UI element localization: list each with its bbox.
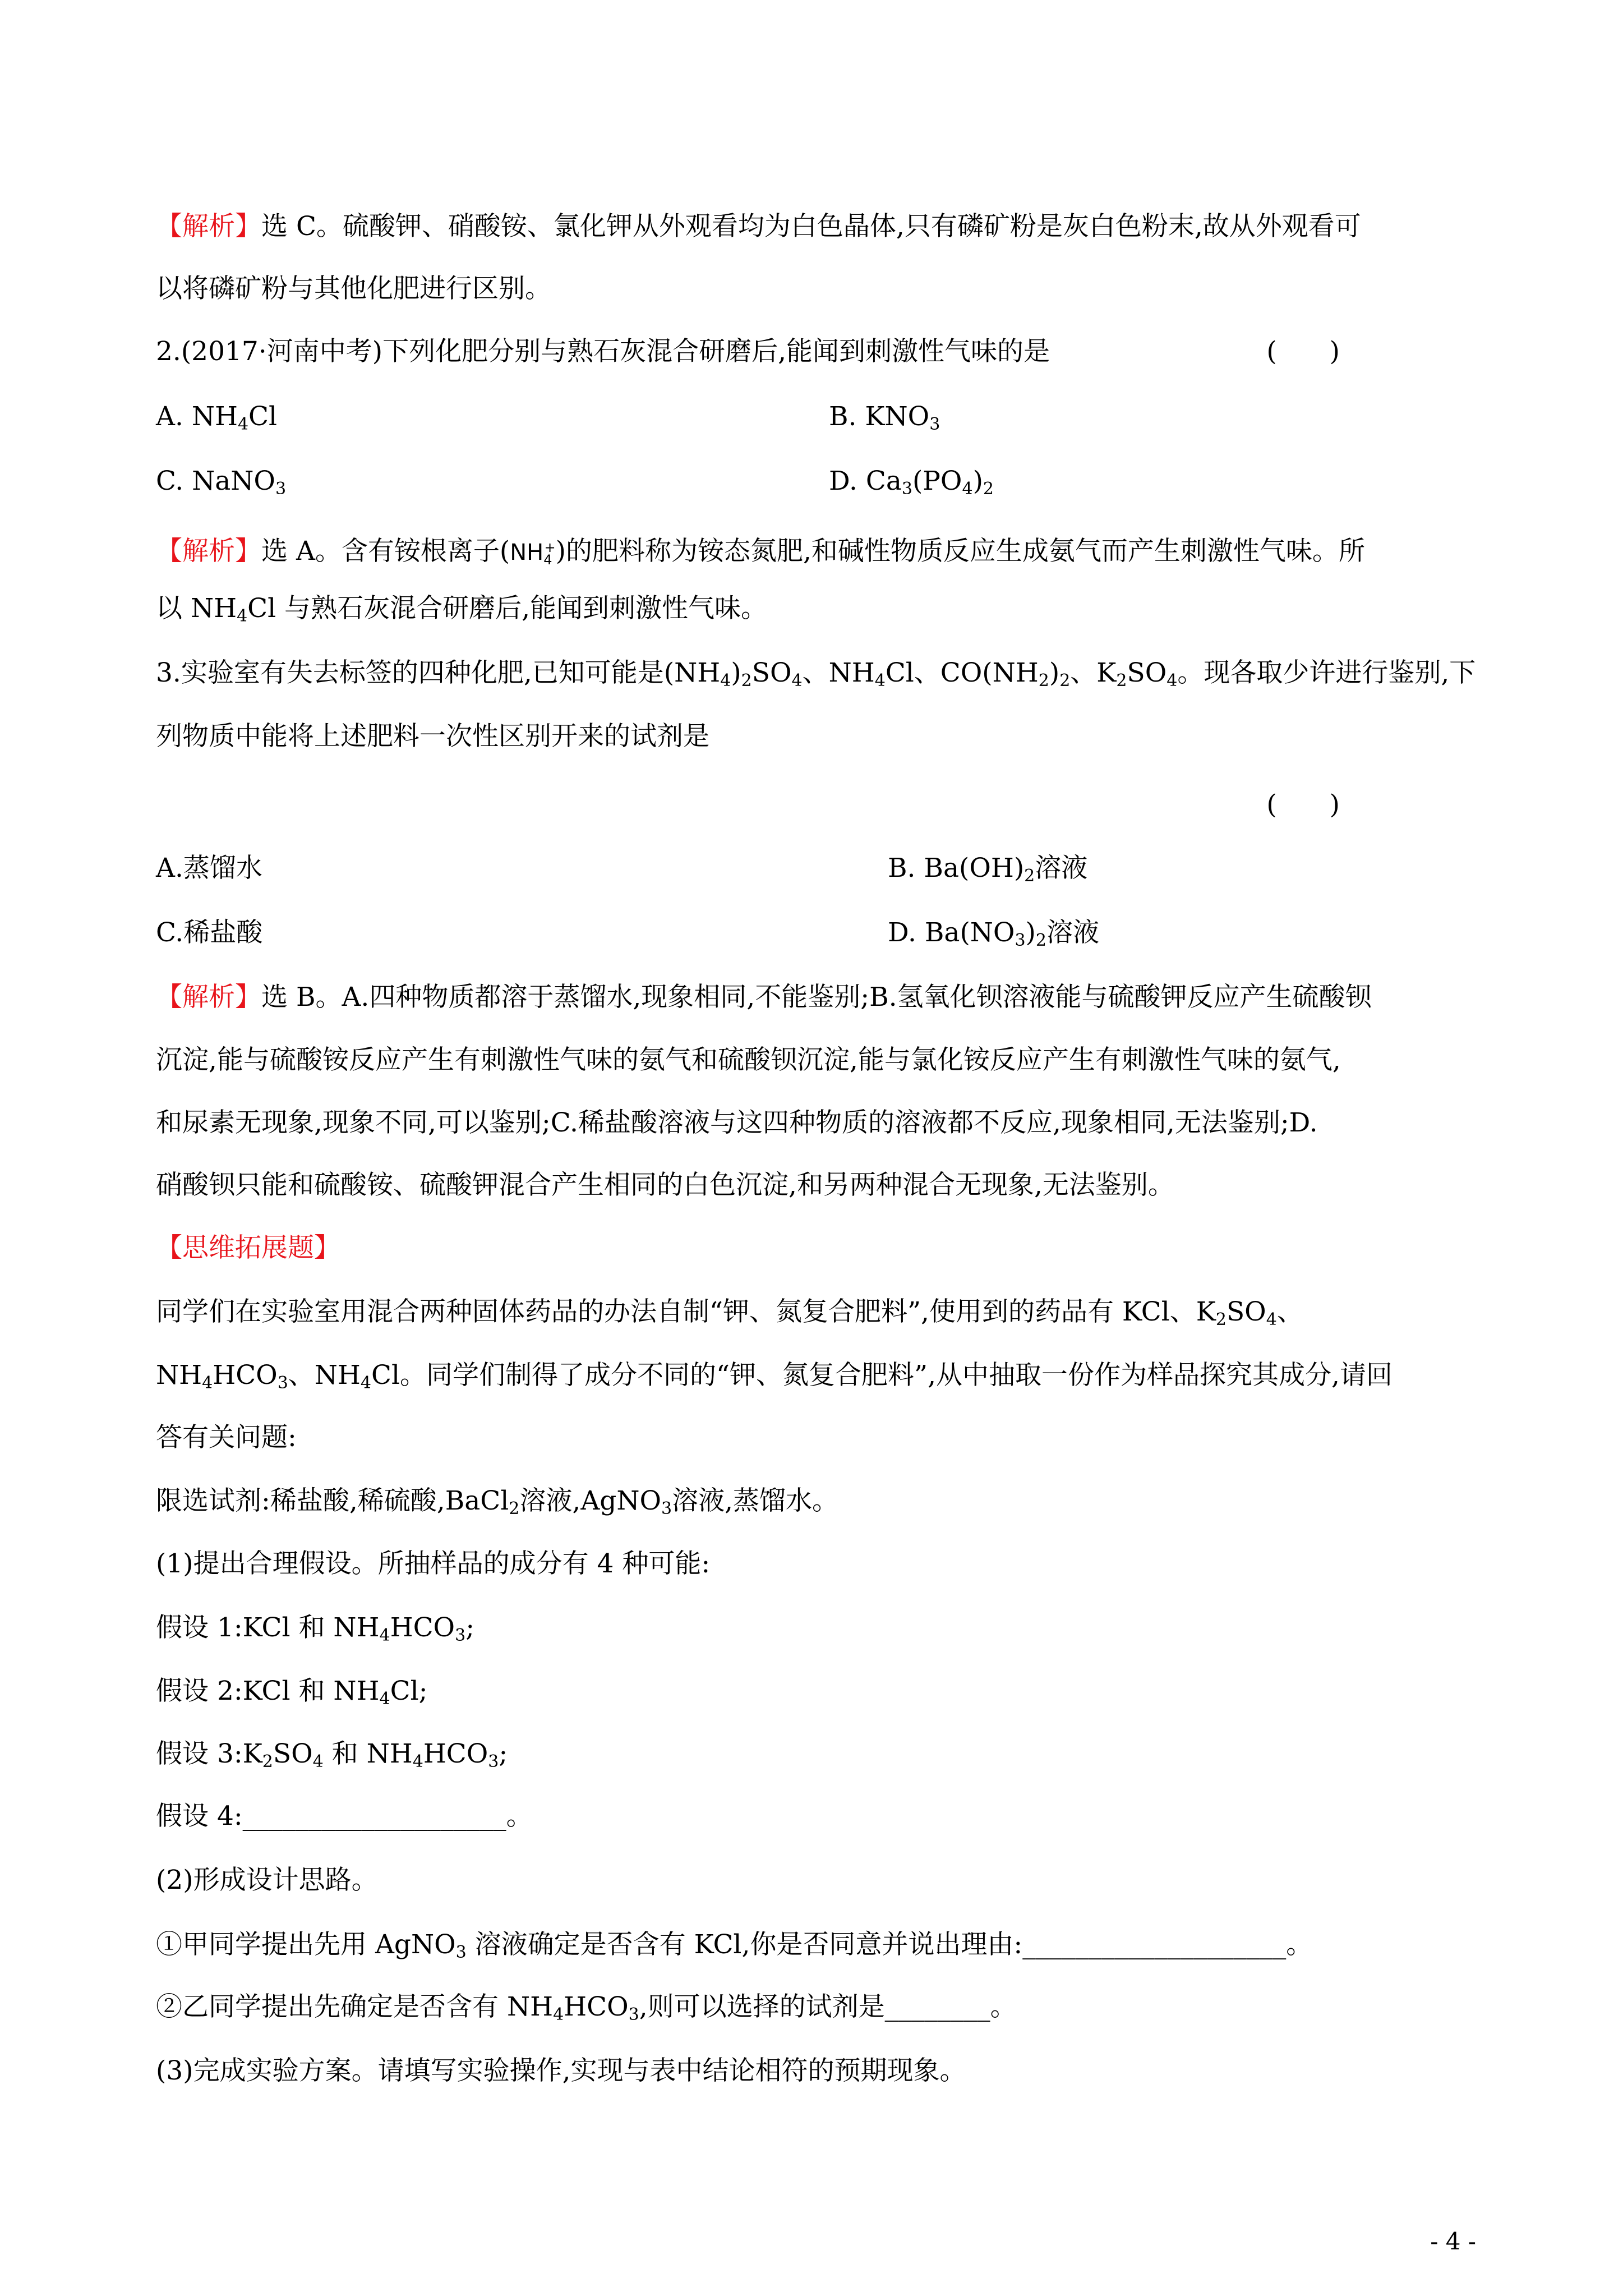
extension-para-line-2: $NH_4HCO_3$、$NH_4Cl$。同学们制得了成分不同的“钾、氮复合肥料”,从中抽取一份作为样品探究其成分,请回 [156, 1360, 1393, 1393]
ammonium-ion-image: $NH_4^+$ [510, 540, 556, 568]
sub-question-2-2: ②乙同学提出先确定是否含有 $NH_4HCO_3$,则可以选择的试剂是________。 [156, 1991, 1017, 2024]
q2-options-row-2 [156, 464, 1483, 506]
option-b: B. $KNO_3$ [829, 401, 940, 434]
q3-analysis-line-4: 硝酸钡只能和硫酸铵、硫酸钾混合产生相同的白色沉淀,和另两种混合无现象,无法鉴别。 [156, 1170, 1174, 1200]
page-number: - 4 - [1430, 2228, 1476, 2255]
q3-options-row-2 [156, 916, 1483, 950]
q1-analysis-line-2: 以将磷矿粉与其他化肥进行区别。 [156, 273, 551, 304]
q3-analysis-line-3: 和尿素无现象,现象不同,可以鉴别;C.稀盐酸溶液与这四种物质的溶液都不反应,现象相同,无法鉴别;D. [156, 1107, 1318, 1138]
option-c: C.稀盐酸 [156, 917, 263, 948]
sub-question-1: (1)提出合理假设。所抽样品的成分有 4 种可能: [156, 1548, 711, 1579]
q3-stem-line-1: 3.实验室有失去标签的四种化肥,已知可能是$(NH_4)_2SO_4$、$NH_4Cl$、$CO(NH_2)_2$、$K_2SO_4$。现各取少许进行鉴别,下 [156, 657, 1476, 691]
section-heading: 【思维拓展题】 [156, 1232, 340, 1263]
q2-stem: 2.(2017·河南中考)下列化肥分别与熟石灰混合研磨后,能闻到刺激性气味的是 ( ) [156, 335, 1483, 369]
option-b: B. $Ba(OH)_2$溶液 [888, 853, 1088, 886]
analysis-tag: 【解析】 [156, 536, 261, 567]
answer-blank: ( ) [1266, 336, 1340, 367]
q2-options-row-1 [156, 400, 1483, 441]
q2-analysis-line-1: 【解析】选 A。含有铵根离子$(NH_4^+)$的肥料称为铵态氮肥,和碱性物质反应生成氨气而产生刺激性气味。所 [156, 536, 1365, 568]
analysis-tag: 【解析】 [156, 982, 261, 1013]
option-d: D. $Ca_3(PO_4)_2$ [829, 466, 994, 499]
sub-question-2-1: ①甲同学提出先用 AgNO$_3$ 溶液确定是否含有 KCl,你是否同意并说出理由:____________________。 [156, 1929, 1313, 1962]
hypothesis-2: 假设 2:KCl 和 $NH_4Cl$; [156, 1676, 428, 1709]
extension-para-line-3: 答有关问题: [156, 1422, 297, 1453]
q1-analysis-line-1: 【解析】选 C。硫酸钾、硝酸铵、氯化钾从外观看均为白色晶体,只有磷矿粉是灰白色粉末,故从外观看可 [156, 211, 1361, 242]
option-a: A.蒸馏水 [156, 853, 262, 884]
extension-para-line-1: 同学们在实验室用混合两种固体药品的办法自制“钾、氮复合肥料”,使用到的药品有 KCl、$K_2SO_4$、 [156, 1296, 1303, 1329]
reagents-line: 限选试剂:稀盐酸,稀硫酸,BaCl$_2$溶液,AgNO$_3$溶液,蒸馏水。 [156, 1485, 839, 1519]
q3-options-row-1 [156, 852, 1483, 885]
option-a: A. $NH_4Cl$ [156, 401, 278, 434]
q3-stem-line-2: 列物质中能将上述肥料一次性区别开来的试剂是 [156, 721, 709, 752]
answer-blank: ( ) [1266, 789, 1340, 820]
option-d: D. $Ba(NO_3)_2$溶液 [888, 917, 1099, 950]
sub-question-2: (2)形成设计思路。 [156, 1865, 378, 1895]
sub-question-3: (3)完成实验方案。请填写实验操作,实现与表中结论相符的预期现象。 [156, 2055, 966, 2086]
hypothesis-1: 假设 1:KCl 和 $NH_4HCO_3$; [156, 1612, 475, 1645]
q3-analysis-line-1: 【解析】选 B。A.四种物质都溶于蒸馏水,现象相同,不能鉴别;B.氢氧化钡溶液能与硫酸钾反应产生硫酸钡 [156, 982, 1372, 1013]
analysis-tag: 【解析】 [156, 211, 261, 242]
q2-analysis-line-2: 以 $NH_4Cl$ 与熟石灰混合研磨后,能闻到刺激性气味。 [156, 593, 768, 626]
option-c: C. NaNO$_3$ [156, 466, 287, 499]
hypothesis-3: 假设 $3:K_2SO_4$ 和 $NH_4HCO_3$; [156, 1738, 508, 1772]
q3-analysis-line-2: 沉淀,能与硫酸铵反应产生有刺激性气味的氨气和硫酸钡沉淀,能与氯化铵反应产生有刺激性气味的氨气, [156, 1045, 1341, 1075]
hypothesis-4: 假设 4:____________________。 [156, 1801, 533, 1832]
